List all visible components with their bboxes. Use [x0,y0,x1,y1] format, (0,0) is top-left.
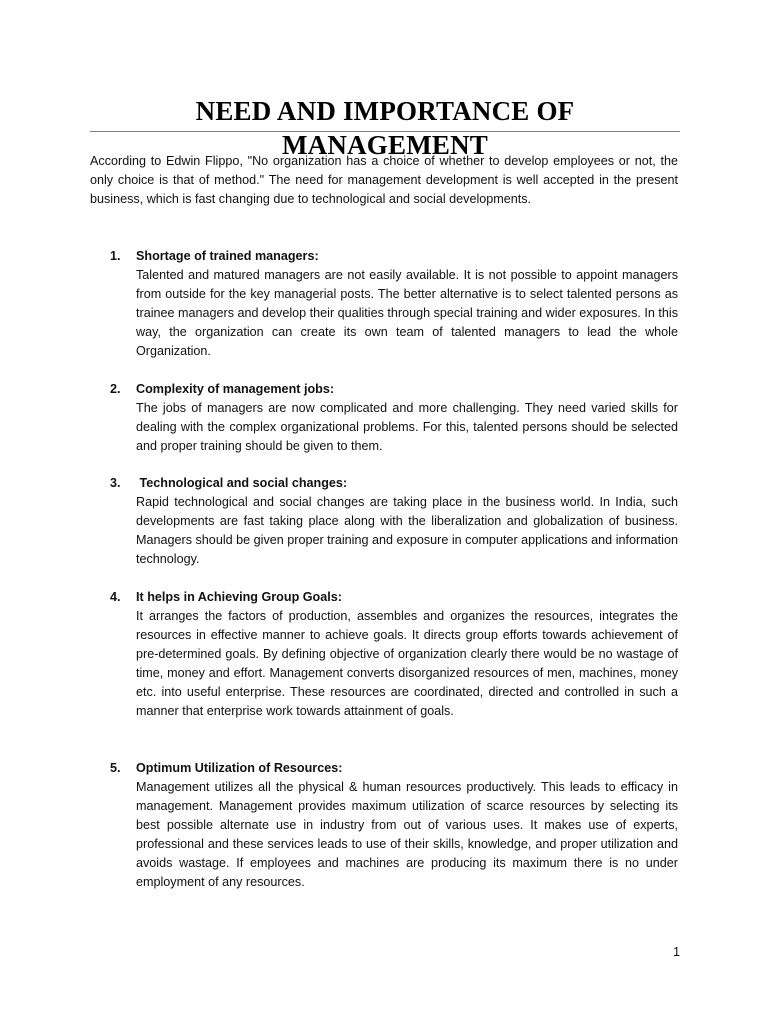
list-item-heading [110,380,678,399]
list-item-body: Talented and matured managers are not easily available. It is not possible to appoint managers from outside for the key managerial posts. The better alternative is to select talented persons as trainee managers and develop their qualities through special training and wider exposures. In this way, the organization can create its own team of talented managers to lead the whole Organization. [136,268,678,358]
title-underline [90,131,680,132]
list-item-shortage-of-trained-managers [110,247,678,361]
list-item-technological-and-social-changes [110,474,678,569]
list-item-title: Optimum Utilization of Resources: [136,761,343,775]
list-item-heading [110,474,678,493]
intro-paragraph: According to Edwin Flippo, "No organization has a choice of whether to develop employees or not, the only choice is that of method." The need for management development is well accepted in the present business, which is fast changing due to technological and social developments. [90,154,678,206]
page-number: 1 [672,945,680,959]
list-item-number: 3. [110,476,121,490]
list-item-number: 1. [110,249,121,263]
page-title: NEED AND IMPORTANCE OF MANAGEMENT [195,96,575,160]
list-item-heading [110,759,678,778]
list-item-body: Management utilizes all the physical & human resources productively. This leads to efficacy in management. Management provides maximum utilization of scarce resources by selecting its best possible alternate use in industry from out of various uses. It makes use of experts, professional and these services leads to use of their skills, knowledge, and proper utilization and avoids wastage. If employees and machines are producing its maximum there is no under employment of any resources. [136,780,678,889]
list-item-number: 2. [110,382,121,396]
list-item-complexity-of-management-jobs [110,380,678,456]
list-item-title: Technological and social changes: [136,476,348,490]
list-item-optimum-utilization-of-resources [110,759,678,892]
list-item-heading [110,247,678,266]
list-item-body: It arranges the factors of production, assembles and organizes the resources, integrates the resources in effective manner to achieve goals. It directs group efforts towards achievement of pre-determined goals. By defining objective of organization clearly there would be no wastage of time, money and effort. Management converts disorganized resources of men, machines, money etc. into useful enterprise. These resources are coordinated, directed and controlled in such a manner that enterprise work towards attainment of goals. [136,609,678,718]
list-item-body: Rapid technological and social changes are taking place in the business world. In India, such developments are fast taking place along with the liberalization and globalization of business. Managers should be given proper training and exposure in computer applications and information technology. [136,495,678,566]
list-item-title: Complexity of management jobs: [136,382,335,396]
list-item-number: 5. [110,761,121,775]
list-item-title: It helps in Achieving Group Goals: [136,590,342,604]
list-item-title: Shortage of trained managers: [136,249,319,263]
list-item-number: 4. [110,590,121,604]
list-item-body: The jobs of managers are now complicated and more challenging. They need varied skills for dealing with the complex organizational problems. For this, talented persons should be selected and proper training should be given to them. [136,401,678,453]
list-item-heading [110,588,678,607]
list-item-achieving-group-goals [110,588,678,721]
